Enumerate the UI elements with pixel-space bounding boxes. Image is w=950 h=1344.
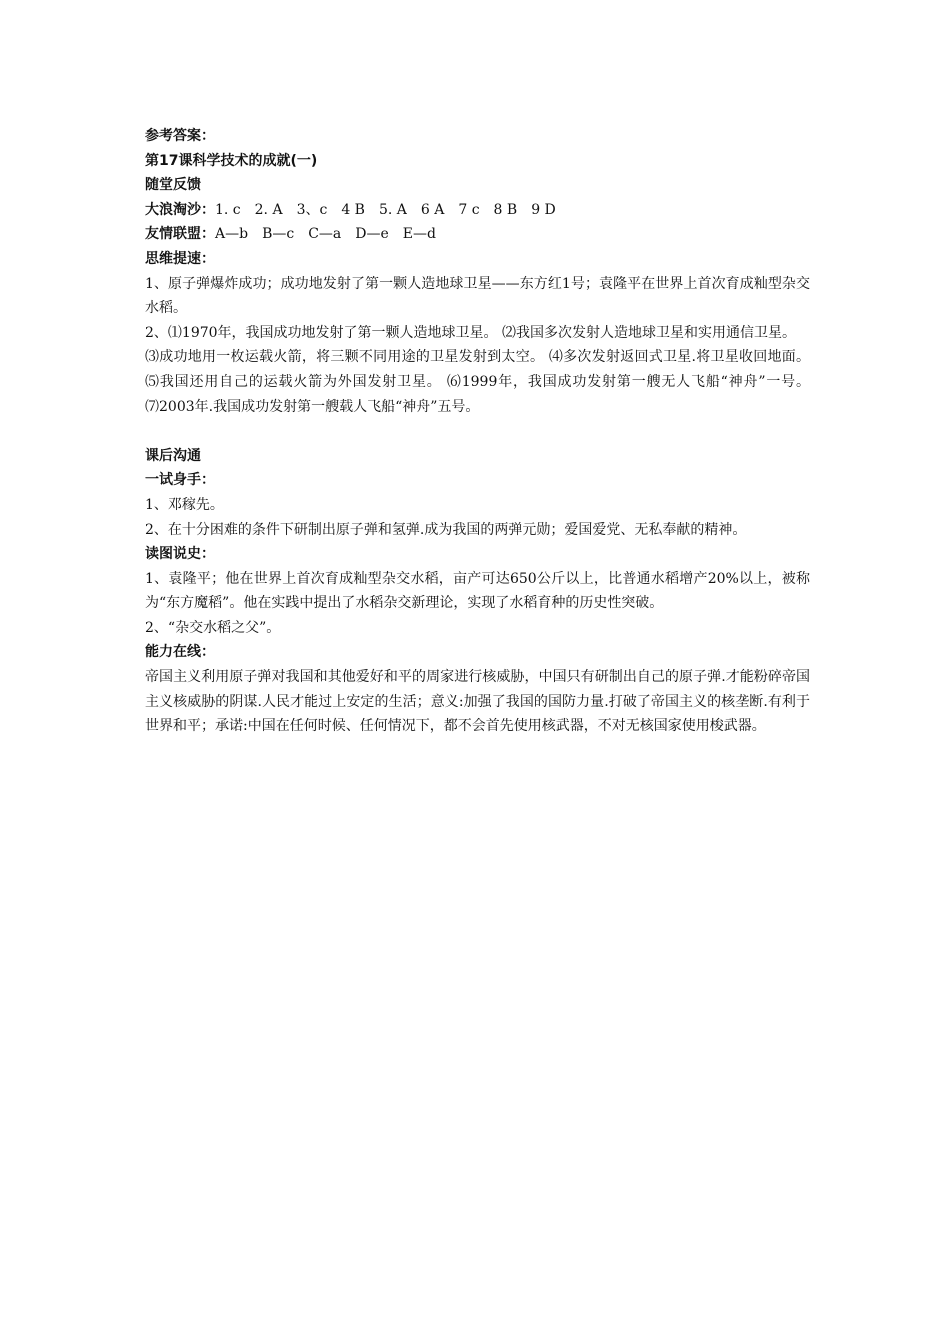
in-class-heading: 随堂反馈 [145,177,201,194]
dalang-row [145,198,810,223]
siwei-item-1: 1、原子弹爆炸成功；成功地发射了第一颗人造地球卫星——东方红1号；袁隆平在世界上首次育成籼型杂交水稻。 [145,275,810,317]
lianmeng-row [145,222,810,247]
lianmeng-label: 友情联盟： [145,226,215,243]
lesson-title: 第17课科学技术的成就(一) [145,152,318,169]
answer-key-title: 参考答案： [145,128,215,144]
section-spacer [145,419,810,444]
dutu-label: 读图说史： [145,546,215,563]
lianmeng-answers: A—b B—c C—a D—e E—d [215,226,436,243]
siwei-item-2: 2、⑴1970年，我国成功地发射了第一颗人造地球卫星。 ⑵我国多次发射人造地球卫星和实用通信卫星。 [145,324,796,341]
nengli-text: 帝国主义利用原子弹对我国和其他爱好和平的周家进行核威胁，中国只有研制出自己的原子弹.才能粉碎帝国主义核威胁的阴谋.人民才能过上安定的生活；意义:加强了我国的国防力量.打破了帝国主义的核垄断.有利于世界和平；承诺:中国在任何时候、任何情况下，都不会首先使用核武器，不对无核国家使用梭武器。 [145,669,810,735]
siwei-label: 思维提速： [145,250,215,267]
yishi-label: 一试身手： [145,472,215,489]
dutu-item-2: 2、“杂交水稻之父”。 [145,619,281,636]
siwei-item-3: ⑶成功地用一枚运载火箭，将三颗不同用途的卫星发射到太空。 ⑷多次发射返回式卫星.将卫星收回地面。 ⑸我国还用自己的运载火箭为外国发射卫星。 ⑹1999年，我国成功发射第一艘无人飞船“神舟”一号。 ⑺2003年.我国成功发射第一艘载人飞船“神舟”五号。 [145,349,810,415]
nengli-label: 能力在线： [145,644,215,661]
dalang-answers: 1. c 2. A 3、c 4 B 5. A 6 A 7 c 8 B 9 D [215,201,556,218]
dutu-item-1: 1、袁隆平；他在世界上首次育成籼型杂交水稻，亩产可达650公斤以上，比普通水稻增产20%以上，被称为“东方魔稻”。他在实践中提出了水稻杂交新理论，实现了水稻育种的历史性突破。 [145,570,810,612]
answer-document [145,124,810,739]
yishi-item-1: 1、邓稼先。 [145,496,224,513]
yishi-item-2: 2、在十分困难的条件下研制出原子弹和氢弹.成为我国的两弹元勋；爱国爱党、无私奉献的精神。 [145,521,747,538]
dalang-label: 大浪淘沙： [145,201,215,218]
after-class-heading: 课后沟通 [145,447,201,464]
